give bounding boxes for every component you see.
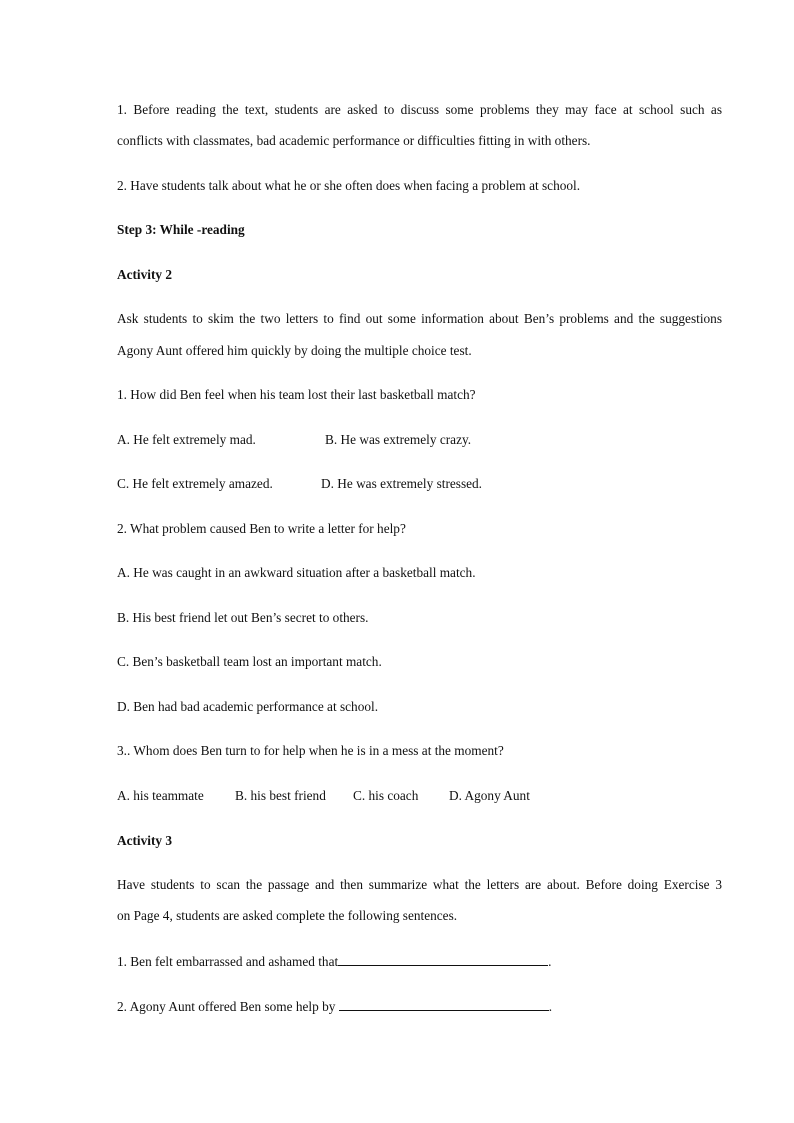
sentence-2 (117, 998, 552, 1015)
question-3-option-c: C. his coach (353, 788, 419, 803)
sentence-1-text: 1. Ben felt embarrassed and ashamed that (117, 954, 339, 969)
intro-item-1-line-2: conflicts with classmates, bad academic performance or difficulties fitting in with others. (117, 133, 591, 148)
activity-3-instruction-line-1: Have students to scan the passage and then summarize what the letters are about. Before doing Exercise 3 (117, 877, 722, 892)
sentence-1-blank[interactable] (338, 953, 548, 966)
activity-3-instruction-line-2: on Page 4, students are asked complete the following sentences. (117, 908, 458, 923)
sentence-1 (117, 953, 552, 970)
intro-item-2: 2. Have students talk about what he or she often does when facing a problem at school. (117, 178, 581, 193)
question-2-option-d: D. Ben had bad academic performance at school. (117, 699, 379, 714)
sentence-2-end: . (548, 999, 553, 1014)
question-2: 2. What problem caused Ben to write a letter for help? (117, 521, 406, 536)
question-1: 1. How did Ben feel when his team lost their last basketball match? (117, 387, 476, 402)
question-2-option-a: A. He was caught in an awkward situation after a basketball match. (117, 565, 476, 580)
question-1-option-b: B. He was extremely crazy. (325, 432, 472, 447)
question-1-option-c: C. He felt extremely amazed. (117, 476, 273, 491)
activity-3-heading: Activity 3 (117, 833, 173, 848)
question-1-option-a: A. He felt extremely mad. (117, 432, 256, 447)
sentence-2-text: 2. Agony Aunt offered Ben some help by (117, 999, 339, 1014)
question-3-option-a: A. his teammate (117, 788, 204, 803)
activity-2-instruction-line-1: Ask students to skim the two letters to find out some information about Ben’s problems and the suggestions (117, 311, 722, 326)
question-3: 3.. Whom does Ben turn to for help when he is in a mess at the moment? (117, 743, 504, 758)
question-1-option-d: D. He was extremely stressed. (321, 476, 482, 491)
step-3-heading: Step 3: While -reading (117, 222, 245, 237)
question-3-option-b: B. his best friend (235, 788, 326, 803)
question-3-option-d: D. Agony Aunt (449, 788, 530, 803)
question-2-option-c: C. Ben’s basketball team lost an important match. (117, 654, 382, 669)
sentence-2-blank[interactable] (339, 998, 549, 1011)
question-2-option-b: B. His best friend let out Ben’s secret to others. (117, 610, 369, 625)
sentence-1-end: . (548, 954, 552, 969)
activity-2-heading: Activity 2 (117, 267, 173, 282)
intro-item-1-line-1: 1. Before reading the text, students are asked to discuss some problems they may face at school such as (117, 102, 722, 117)
activity-2-instruction-line-2: Agony Aunt offered him quickly by doing the multiple choice test. (117, 343, 472, 358)
